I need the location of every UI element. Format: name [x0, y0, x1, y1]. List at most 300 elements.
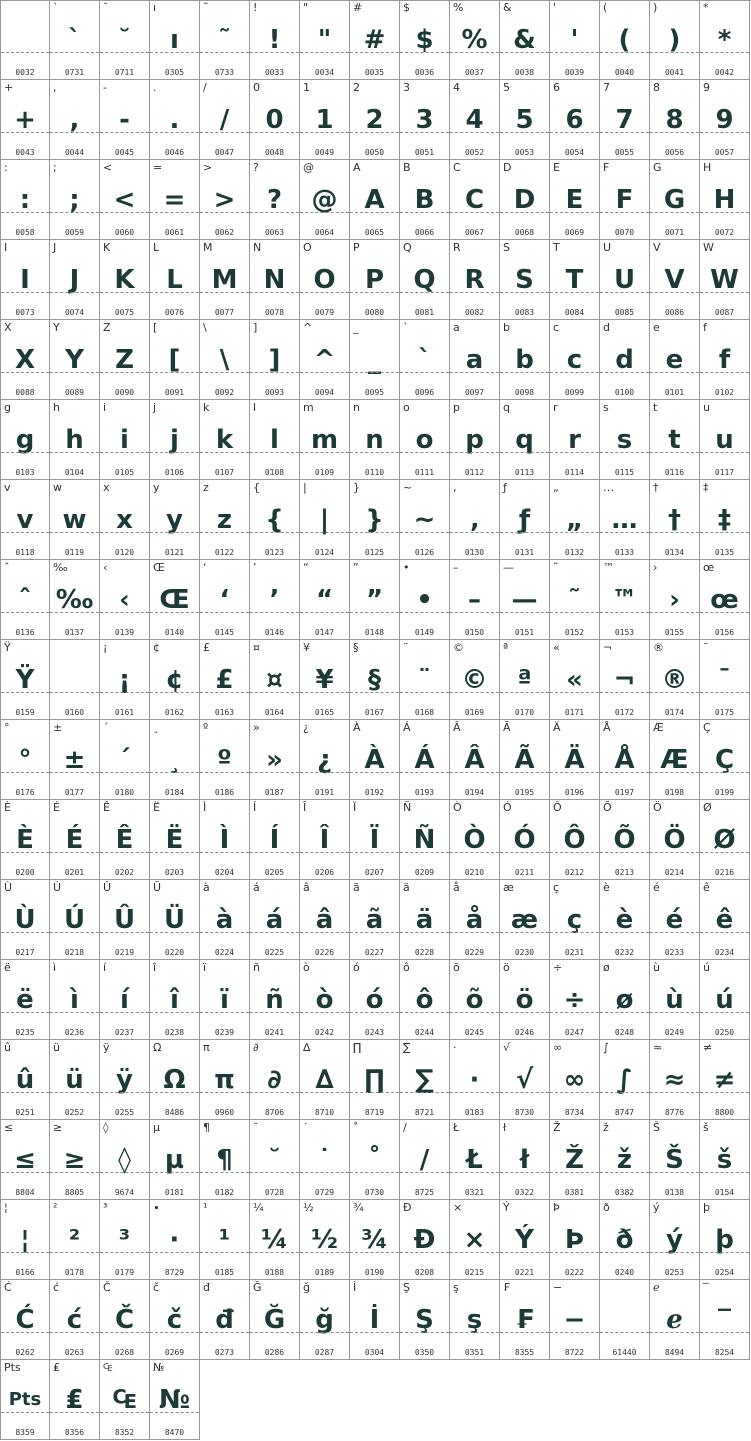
glyph-cell[interactable] — [0, 640, 50, 720]
glyph-cell[interactable] — [300, 1040, 350, 1120]
glyph-cell[interactable] — [0, 560, 50, 640]
glyph-cell[interactable] — [600, 0, 650, 80]
glyph-cell[interactable] — [500, 1280, 550, 1360]
glyph-cell[interactable] — [550, 400, 600, 480]
glyph-cell[interactable] — [250, 880, 300, 960]
glyph-cell[interactable] — [300, 1200, 350, 1280]
glyph-cell[interactable] — [700, 480, 750, 560]
baseline-guide — [650, 372, 699, 373]
baseline-guide — [500, 692, 549, 693]
glyph-cell[interactable] — [350, 880, 400, 960]
glyph-cell[interactable] — [700, 800, 750, 880]
glyph-cell[interactable] — [200, 480, 250, 560]
glyph-cell[interactable] — [200, 320, 250, 400]
baseline-guide — [100, 132, 149, 133]
glyph-cell[interactable] — [200, 0, 250, 80]
glyph-cell[interactable] — [500, 160, 550, 240]
glyph-cell[interactable] — [350, 1120, 400, 1200]
glyph-cell[interactable] — [250, 0, 300, 80]
glyph-cell[interactable] — [250, 960, 300, 1040]
glyph-cell[interactable] — [250, 320, 300, 400]
glyph-cell[interactable] — [450, 1200, 500, 1280]
glyph-cell[interactable] — [650, 960, 700, 1040]
glyph-cell[interactable] — [300, 720, 350, 800]
glyph-cell[interactable] — [200, 1200, 250, 1280]
glyph-code: 0036 — [414, 68, 435, 77]
glyph-cell[interactable] — [200, 1280, 250, 1360]
glyph-cell[interactable] — [550, 80, 600, 160]
glyph-cell[interactable] — [450, 1040, 500, 1120]
glyph-cell[interactable] — [400, 1200, 450, 1280]
glyph-cell[interactable] — [100, 800, 150, 880]
baseline-guide — [700, 1092, 749, 1093]
glyph-cell[interactable] — [150, 1120, 200, 1200]
glyph-cell[interactable] — [550, 0, 600, 80]
glyph-cell[interactable] — [350, 960, 400, 1040]
glyph-cell[interactable] — [300, 320, 350, 400]
glyph-cell[interactable] — [550, 1200, 600, 1280]
glyph-cell[interactable] — [550, 1120, 600, 1200]
glyph-cell[interactable] — [650, 1200, 700, 1280]
glyph-cell[interactable] — [700, 560, 750, 640]
glyph-cell[interactable] — [300, 0, 350, 80]
glyph-cell[interactable] — [700, 1040, 750, 1120]
glyph-cell[interactable] — [250, 160, 300, 240]
glyph-cell[interactable] — [600, 160, 650, 240]
glyph-cell[interactable] — [100, 480, 150, 560]
glyph-cell[interactable] — [0, 1040, 50, 1120]
glyph-cell[interactable] — [150, 960, 200, 1040]
glyph-cell[interactable] — [0, 720, 50, 800]
glyph-cell[interactable] — [350, 0, 400, 80]
glyph-cell[interactable] — [600, 640, 650, 720]
glyph-code: 0351 — [464, 1348, 485, 1357]
glyph-key-label: · — [453, 1041, 457, 1054]
glyph-cell[interactable] — [500, 1040, 550, 1120]
glyph-cell[interactable] — [600, 1120, 650, 1200]
glyph-cell[interactable] — [400, 0, 450, 80]
glyph-preview: Č — [114, 1305, 135, 1335]
glyph-cell[interactable] — [450, 880, 500, 960]
glyph-cell[interactable] — [650, 0, 700, 80]
glyph-code: 0204 — [214, 868, 235, 877]
glyph-preview: E — [565, 185, 584, 215]
glyph-cell[interactable] — [100, 1120, 150, 1200]
glyph-cell[interactable] — [100, 960, 150, 1040]
glyph-cell[interactable] — [50, 240, 100, 320]
glyph-cell[interactable] — [600, 80, 650, 160]
glyph-cell[interactable] — [200, 240, 250, 320]
baseline-guide — [650, 1252, 699, 1253]
glyph-cell[interactable] — [500, 400, 550, 480]
glyph-code: 0153 — [614, 628, 635, 637]
glyph-cell[interactable] — [250, 640, 300, 720]
glyph-cell[interactable] — [50, 720, 100, 800]
glyph-cell[interactable] — [550, 800, 600, 880]
glyph-cell[interactable] — [250, 480, 300, 560]
glyph-cell[interactable] — [450, 480, 500, 560]
glyph-cell[interactable] — [400, 1280, 450, 1360]
glyph-code: 0079 — [314, 308, 335, 317]
glyph-cell[interactable] — [550, 320, 600, 400]
glyph-cell[interactable] — [500, 880, 550, 960]
glyph-cell[interactable] — [300, 240, 350, 320]
glyph-cell[interactable] — [50, 880, 100, 960]
glyph-cell[interactable] — [400, 320, 450, 400]
glyph-cell[interactable] — [700, 880, 750, 960]
glyph-cell[interactable] — [200, 800, 250, 880]
glyph-cell[interactable] — [500, 800, 550, 880]
glyph-cell[interactable] — [700, 1200, 750, 1280]
glyph-cell[interactable] — [0, 1120, 50, 1200]
glyph-cell[interactable] — [50, 1200, 100, 1280]
glyph-cell[interactable] — [550, 160, 600, 240]
glyph-cell[interactable] — [400, 960, 450, 1040]
glyph-cell[interactable] — [350, 1200, 400, 1280]
glyph-cell[interactable] — [400, 1040, 450, 1120]
glyph-cell[interactable] — [350, 160, 400, 240]
glyph-cell[interactable] — [700, 400, 750, 480]
glyph-code: 0131 — [514, 548, 535, 557]
glyph-cell[interactable] — [0, 1200, 50, 1280]
glyph-cell[interactable] — [400, 560, 450, 640]
glyph-cell[interactable] — [100, 80, 150, 160]
glyph-cell[interactable] — [300, 880, 350, 960]
glyph-cell[interactable] — [150, 1360, 200, 1440]
glyph-cell[interactable] — [250, 720, 300, 800]
glyph-cell[interactable] — [550, 480, 600, 560]
glyph-cell[interactable] — [100, 880, 150, 960]
glyph-preview: l — [270, 425, 279, 455]
glyph-cell[interactable] — [200, 1040, 250, 1120]
glyph-key-label: u — [703, 401, 710, 414]
glyph-cell[interactable] — [550, 560, 600, 640]
glyph-cell[interactable] — [550, 240, 600, 320]
glyph-cell[interactable] — [350, 480, 400, 560]
glyph-cell[interactable] — [450, 1120, 500, 1200]
glyph-cell[interactable] — [100, 240, 150, 320]
glyph-key-label: V — [653, 241, 661, 254]
glyph-cell[interactable] — [100, 1360, 150, 1440]
glyph-cell[interactable] — [100, 1200, 150, 1280]
glyph-cell[interactable] — [300, 80, 350, 160]
glyph-cell[interactable] — [700, 1120, 750, 1200]
glyph-cell[interactable] — [300, 640, 350, 720]
glyph-cell[interactable] — [300, 800, 350, 880]
glyph-cell[interactable] — [450, 0, 500, 80]
glyph-cell[interactable] — [200, 400, 250, 480]
glyph-cell[interactable] — [0, 80, 50, 160]
glyph-key-label: / — [203, 81, 207, 94]
glyph-cell[interactable] — [500, 240, 550, 320]
glyph-cell[interactable] — [0, 800, 50, 880]
glyph-cell[interactable] — [150, 720, 200, 800]
glyph-preview: ¬ — [613, 665, 636, 695]
glyph-cell[interactable] — [400, 80, 450, 160]
glyph-preview: , — [69, 105, 80, 135]
glyph-cell[interactable] — [300, 1280, 350, 1360]
glyph-cell[interactable] — [600, 880, 650, 960]
glyph-cell[interactable] — [150, 800, 200, 880]
glyph-cell[interactable] — [700, 80, 750, 160]
glyph-cell[interactable] — [350, 320, 400, 400]
glyph-cell[interactable] — [500, 640, 550, 720]
glyph-cell[interactable] — [350, 240, 400, 320]
glyph-cell[interactable] — [200, 160, 250, 240]
glyph-cell[interactable] — [200, 720, 250, 800]
glyph-cell[interactable] — [650, 480, 700, 560]
glyph-cell[interactable] — [50, 1040, 100, 1120]
glyph-cell[interactable] — [150, 320, 200, 400]
glyph-preview: £ — [215, 665, 234, 695]
glyph-cell[interactable] — [550, 880, 600, 960]
glyph-cell[interactable] — [200, 1120, 250, 1200]
glyph-cell[interactable] — [50, 400, 100, 480]
glyph-cell[interactable] — [0, 880, 50, 960]
glyph-cell[interactable] — [600, 400, 650, 480]
glyph-cell[interactable] — [650, 1120, 700, 1200]
glyph-cell[interactable] — [150, 0, 200, 80]
glyph-cell[interactable] — [550, 960, 600, 1040]
baseline-guide — [1, 932, 49, 933]
glyph-cell[interactable] — [300, 480, 350, 560]
glyph-cell[interactable] — [400, 480, 450, 560]
glyph-cell[interactable] — [700, 720, 750, 800]
glyph-cell[interactable] — [200, 880, 250, 960]
glyph-cell[interactable] — [650, 640, 700, 720]
glyph-cell[interactable] — [500, 80, 550, 160]
glyph-cell[interactable] — [250, 240, 300, 320]
glyph-cell[interactable] — [400, 400, 450, 480]
glyph-cell[interactable] — [50, 1360, 100, 1440]
glyph-cell[interactable] — [500, 1120, 550, 1200]
glyph-cell[interactable] — [200, 960, 250, 1040]
glyph-cell[interactable] — [650, 720, 700, 800]
glyph-cell[interactable] — [500, 960, 550, 1040]
glyph-cell[interactable] — [650, 320, 700, 400]
glyph-cell[interactable] — [450, 400, 500, 480]
glyph-cell[interactable] — [450, 80, 500, 160]
glyph-cell[interactable] — [150, 560, 200, 640]
glyph-cell[interactable] — [100, 640, 150, 720]
glyph-cell[interactable] — [250, 1040, 300, 1120]
glyph-cell[interactable] — [600, 1040, 650, 1120]
glyph-cell[interactable] — [650, 400, 700, 480]
glyph-cell[interactable] — [600, 320, 650, 400]
glyph-cell[interactable] — [350, 640, 400, 720]
glyph-cell[interactable] — [350, 560, 400, 640]
glyph-cell[interactable] — [550, 640, 600, 720]
glyph-cell[interactable] — [0, 240, 50, 320]
glyph-cell[interactable] — [300, 1120, 350, 1200]
glyph-cell[interactable] — [400, 880, 450, 960]
glyph-cell[interactable] — [200, 640, 250, 720]
glyph-key-label: 4 — [453, 81, 460, 94]
glyph-cell[interactable] — [700, 1280, 750, 1360]
glyph-preview: r — [568, 425, 581, 455]
glyph-cell[interactable] — [500, 320, 550, 400]
glyph-cell[interactable] — [100, 320, 150, 400]
glyph-cell[interactable] — [600, 720, 650, 800]
glyph-cell[interactable] — [400, 160, 450, 240]
glyph-cell[interactable] — [150, 880, 200, 960]
glyph-cell[interactable] — [500, 720, 550, 800]
glyph-cell[interactable] — [650, 80, 700, 160]
glyph-cell[interactable] — [50, 960, 100, 1040]
glyph-cell[interactable] — [600, 1280, 650, 1360]
glyph-cell[interactable] — [150, 240, 200, 320]
glyph-cell[interactable] — [0, 0, 50, 80]
glyph-code: 0120 — [114, 548, 135, 557]
glyph-cell[interactable] — [0, 960, 50, 1040]
glyph-cell[interactable] — [250, 800, 300, 880]
glyph-cell[interactable] — [700, 320, 750, 400]
glyph-cell[interactable] — [600, 240, 650, 320]
glyph-cell[interactable] — [0, 160, 50, 240]
glyph-cell[interactable] — [350, 80, 400, 160]
glyph-cell[interactable] — [700, 960, 750, 1040]
glyph-cell[interactable] — [0, 400, 50, 480]
glyph-cell[interactable] — [500, 480, 550, 560]
glyph-cell[interactable] — [250, 400, 300, 480]
glyph-cell[interactable] — [300, 400, 350, 480]
glyph-cell[interactable] — [50, 1120, 100, 1200]
glyph-cell[interactable] — [650, 240, 700, 320]
glyph-cell[interactable] — [650, 1040, 700, 1120]
baseline-guide — [600, 372, 649, 373]
glyph-cell[interactable] — [250, 80, 300, 160]
glyph-code: 0213 — [614, 868, 635, 877]
glyph-code: 0068 — [514, 228, 535, 237]
glyph-cell[interactable] — [450, 560, 500, 640]
glyph-code: 0063 — [264, 228, 285, 237]
glyph-cell[interactable] — [0, 480, 50, 560]
glyph-preview: Š — [665, 1145, 684, 1175]
glyph-cell[interactable] — [50, 1280, 100, 1360]
glyph-cell[interactable] — [450, 320, 500, 400]
glyph-cell[interactable] — [650, 800, 700, 880]
glyph-cell[interactable] — [350, 800, 400, 880]
glyph-cell[interactable] — [150, 160, 200, 240]
glyph-cell[interactable] — [100, 560, 150, 640]
glyph-cell[interactable] — [50, 640, 100, 720]
glyph-cell[interactable] — [50, 560, 100, 640]
glyph-cell[interactable] — [250, 1280, 300, 1360]
glyph-code: 0135 — [714, 548, 735, 557]
glyph-cell[interactable] — [650, 1280, 700, 1360]
glyph-cell[interactable] — [350, 720, 400, 800]
glyph-cell[interactable] — [350, 1280, 400, 1360]
glyph-cell[interactable] — [150, 480, 200, 560]
glyph-cell[interactable] — [500, 560, 550, 640]
glyph-cell[interactable] — [650, 560, 700, 640]
glyph-cell[interactable] — [350, 400, 400, 480]
glyph-cell[interactable] — [400, 800, 450, 880]
glyph-cell[interactable] — [400, 720, 450, 800]
glyph-cell[interactable] — [100, 400, 150, 480]
baseline-guide — [500, 852, 549, 853]
glyph-cell[interactable] — [100, 0, 150, 80]
glyph-preview: Y — [65, 345, 84, 375]
glyph-cell[interactable] — [450, 800, 500, 880]
glyph-cell[interactable] — [300, 160, 350, 240]
glyph-cell[interactable] — [600, 960, 650, 1040]
glyph-cell[interactable] — [600, 800, 650, 880]
glyph-preview: Á — [414, 745, 435, 775]
glyph-key-label: “ — [303, 561, 309, 574]
glyph-cell[interactable] — [700, 160, 750, 240]
glyph-cell[interactable] — [700, 0, 750, 80]
glyph-cell[interactable] — [500, 0, 550, 80]
glyph-cell[interactable] — [50, 80, 100, 160]
glyph-cell[interactable] — [0, 1280, 50, 1360]
glyph-cell[interactable] — [400, 640, 450, 720]
baseline-guide — [350, 132, 399, 133]
glyph-cell[interactable] — [550, 1040, 600, 1120]
glyph-cell[interactable] — [0, 320, 50, 400]
glyph-cell[interactable] — [50, 0, 100, 80]
glyph-cell[interactable] — [50, 800, 100, 880]
glyph-cell[interactable] — [350, 1040, 400, 1120]
glyph-cell[interactable] — [100, 1280, 150, 1360]
glyph-cell[interactable] — [250, 1200, 300, 1280]
glyph-cell[interactable] — [250, 1120, 300, 1200]
glyph-cell[interactable] — [450, 1280, 500, 1360]
glyph-cell[interactable] — [50, 480, 100, 560]
glyph-cell[interactable] — [100, 1040, 150, 1120]
glyph-cell[interactable] — [300, 960, 350, 1040]
glyph-cell[interactable] — [650, 880, 700, 960]
glyph-cell[interactable] — [0, 1360, 50, 1440]
glyph-cell[interactable] — [200, 80, 250, 160]
glyph-cell[interactable] — [400, 240, 450, 320]
glyph-cell[interactable] — [150, 400, 200, 480]
glyph-cell[interactable] — [450, 160, 500, 240]
glyph-cell[interactable] — [550, 720, 600, 800]
glyph-cell[interactable] — [450, 960, 500, 1040]
glyph-cell[interactable] — [100, 160, 150, 240]
glyph-code: 0183 — [464, 1108, 485, 1117]
glyph-cell[interactable] — [150, 1040, 200, 1120]
glyph-cell[interactable] — [700, 640, 750, 720]
glyph-key-label: 6 — [553, 81, 560, 94]
glyph-cell[interactable] — [150, 640, 200, 720]
glyph-cell[interactable] — [150, 1200, 200, 1280]
glyph-cell[interactable] — [300, 560, 350, 640]
glyph-cell[interactable] — [450, 720, 500, 800]
glyph-cell[interactable] — [150, 1280, 200, 1360]
glyph-cell[interactable] — [600, 1200, 650, 1280]
glyph-cell[interactable] — [200, 560, 250, 640]
glyph-cell[interactable] — [700, 240, 750, 320]
glyph-cell[interactable] — [100, 720, 150, 800]
glyph-cell[interactable] — [250, 560, 300, 640]
glyph-cell[interactable] — [450, 640, 500, 720]
glyph-cell[interactable] — [50, 160, 100, 240]
glyph-cell[interactable] — [450, 240, 500, 320]
glyph-cell[interactable] — [600, 480, 650, 560]
glyph-cell[interactable] — [600, 560, 650, 640]
glyph-cell[interactable] — [500, 1200, 550, 1280]
glyph-cell[interactable] — [50, 320, 100, 400]
baseline-guide — [600, 1252, 649, 1253]
glyph-cell[interactable] — [400, 1120, 450, 1200]
glyph-cell[interactable] — [150, 80, 200, 160]
glyph-cell[interactable] — [550, 1280, 600, 1360]
glyph-code: 0182 — [214, 1188, 235, 1197]
glyph-preview: Ò — [463, 825, 486, 855]
glyph-cell[interactable] — [650, 160, 700, 240]
